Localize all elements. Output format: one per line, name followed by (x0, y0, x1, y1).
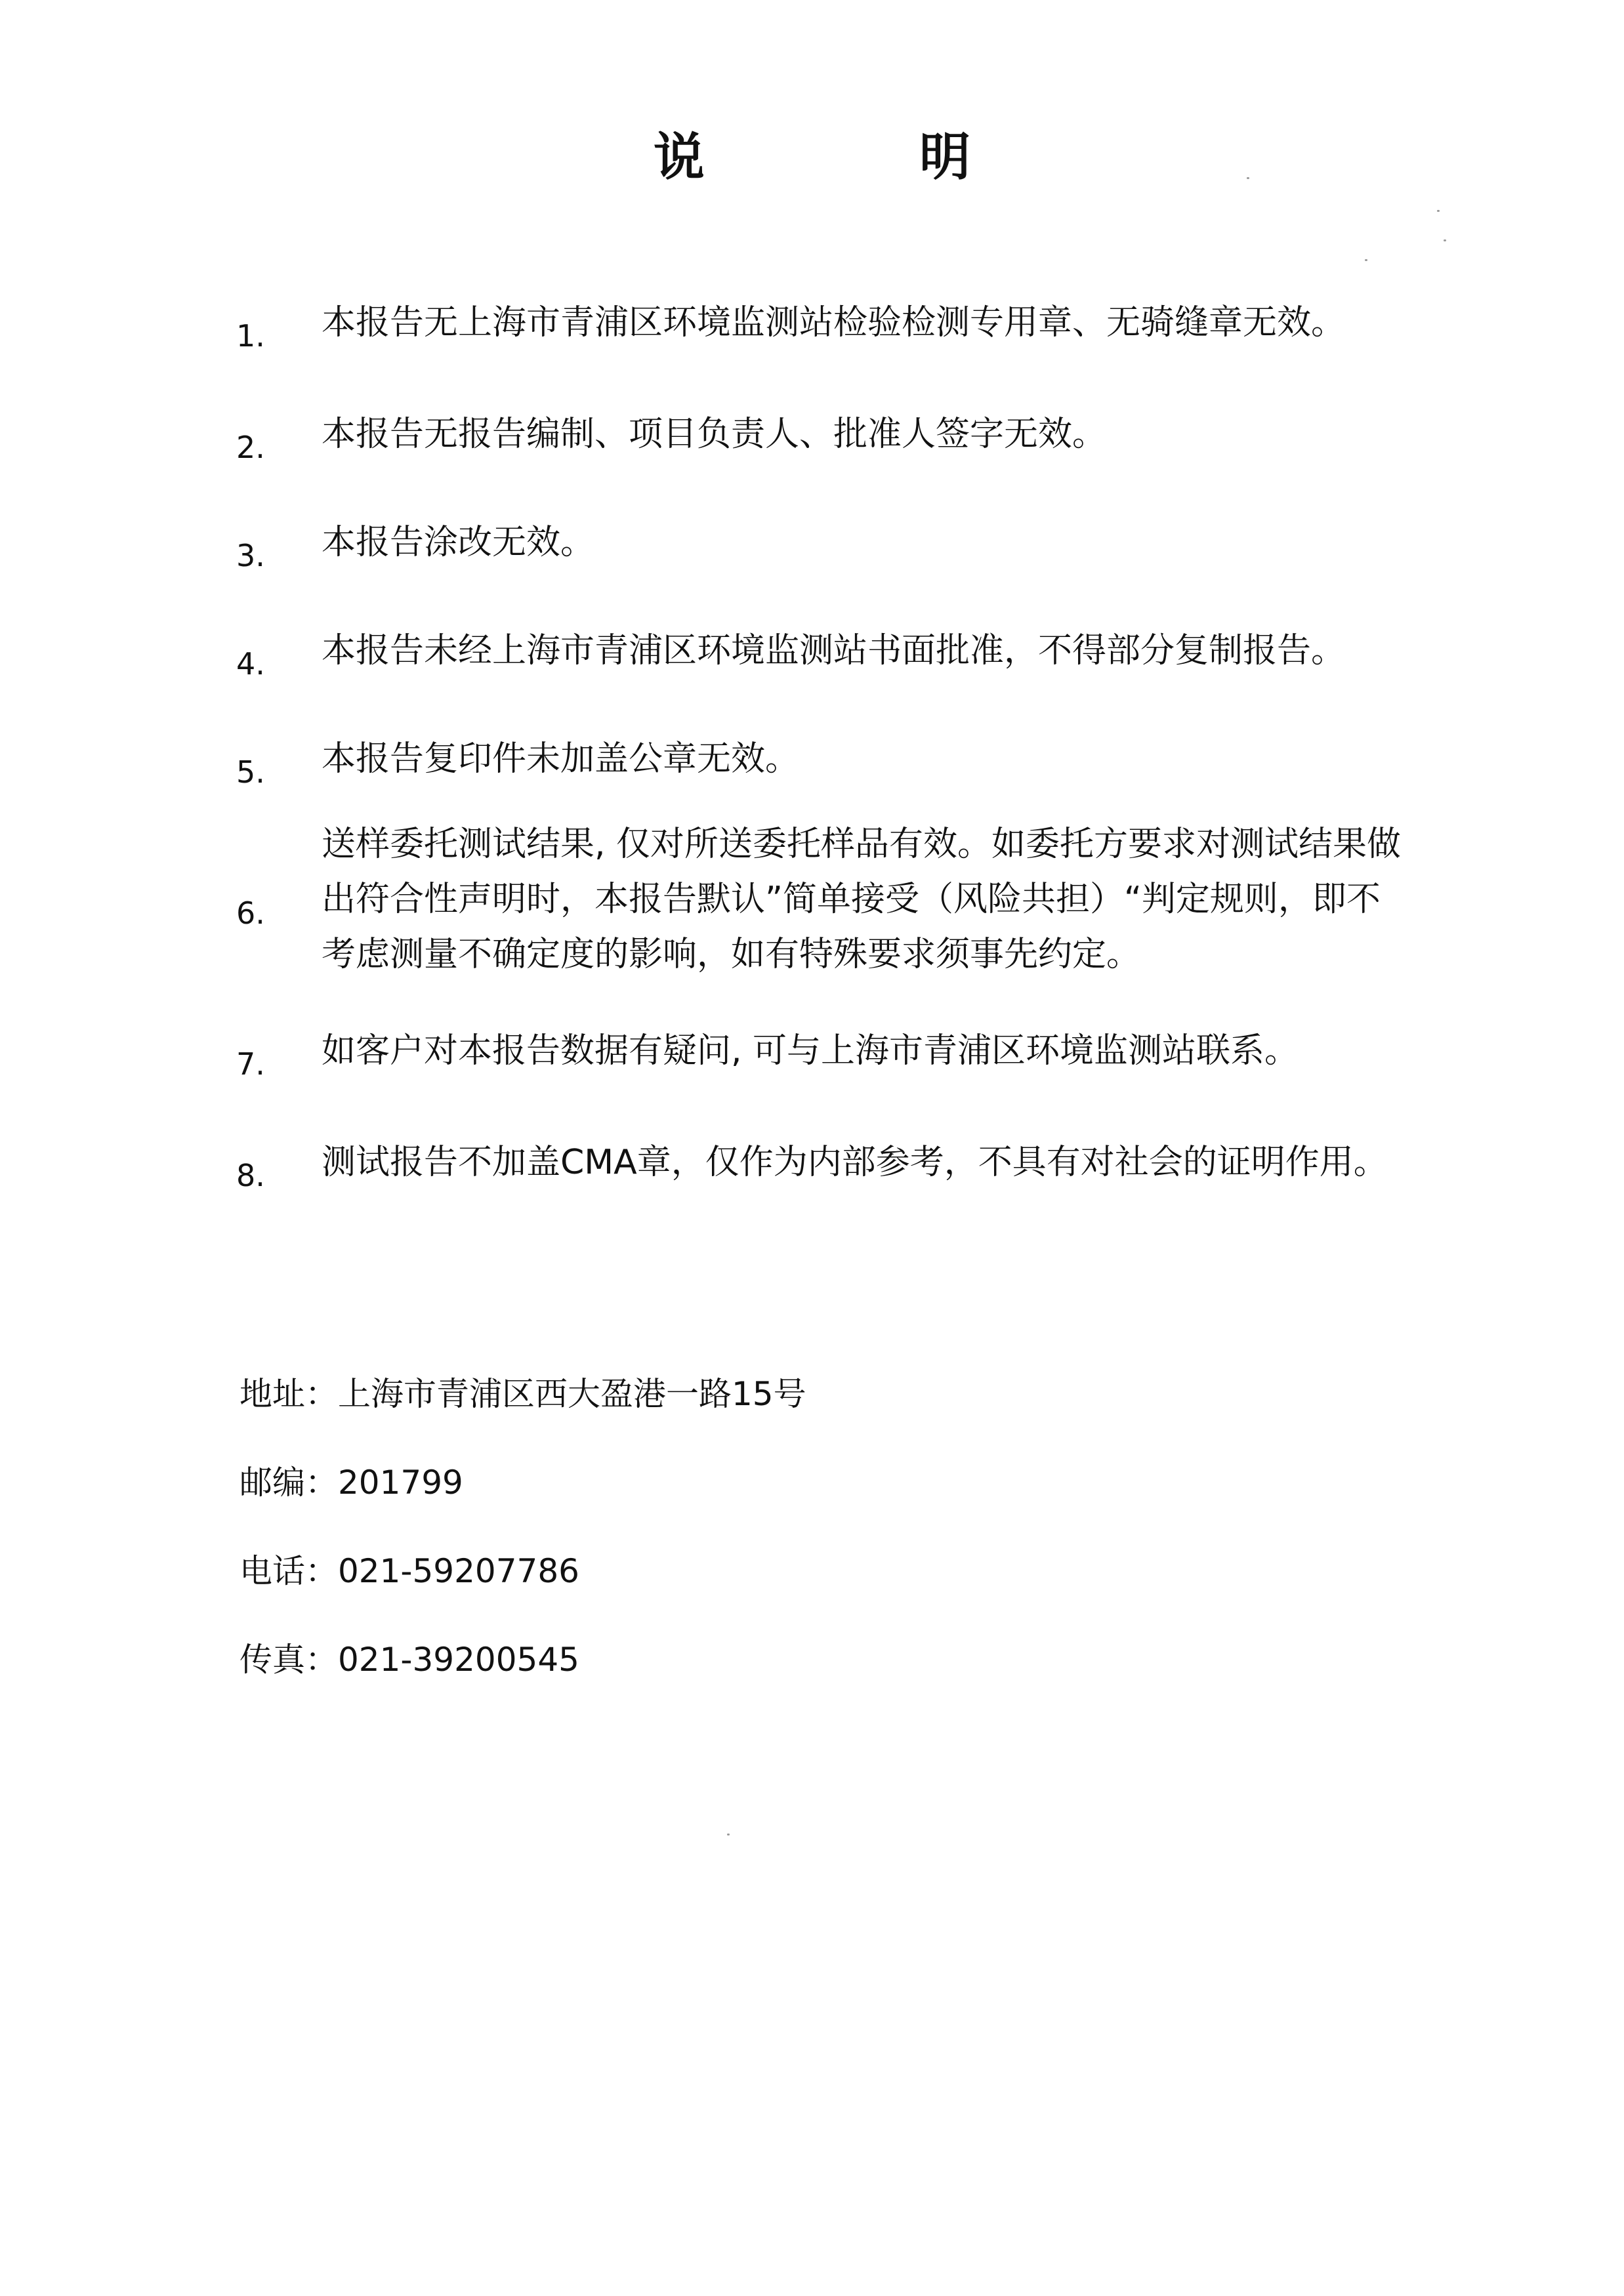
scan-speck (1247, 177, 1249, 179)
list-item-line: 出符合性声明时，本报告默认”简单接受（风险共担）“判定规则，即不 (322, 880, 1381, 919)
list-item-text: 本报告未经上海市青浦区环境监测站书面批准，不得部分复制报告。 (322, 631, 1346, 670)
list-item-line: 考虑测量不确定度的影响，如有特殊要求须事先约定。 (322, 935, 1141, 974)
list-item-line: 送样委托测试结果, 仅对所送委托样品有效。如委托方要求对测试结果做 (322, 825, 1402, 864)
contact-postcode: 邮编：201799 (239, 1464, 463, 1502)
list-item-number: 8. (236, 1158, 265, 1193)
contact-phone: 电话：021-59207786 (239, 1552, 579, 1590)
list-item-text: 本报告无报告编制、项目负责人、批准人签字无效。 (322, 415, 1107, 454)
scan-speck (1437, 210, 1440, 212)
list-item-text: 本报告无上海市青浦区环境监测站检验检测专用章、无骑缝章无效。 (322, 303, 1346, 342)
scan-speck (1365, 259, 1367, 261)
list-item-number: 5. (236, 754, 265, 790)
scan-speck (727, 1834, 730, 1835)
list-item-number: 6. (236, 895, 265, 931)
list-item-text (322, 817, 1522, 982)
contact-address: 地址：上海市青浦区西大盈港一路15号 (239, 1375, 806, 1413)
list-item-number: 2. (236, 430, 265, 465)
list-item-number: 3. (236, 538, 265, 573)
list-item-text: 如客户对本报告数据有疑问, 可与上海市青浦区环境监测站联系。 (322, 1031, 1299, 1071)
list-item-text: 本报告涂改无效。 (322, 523, 595, 562)
page-title: 说 明 (653, 128, 1070, 187)
list-item-text: 本报告复印件未加盖公章无效。 (322, 739, 800, 779)
scan-speck (1444, 239, 1446, 241)
list-item-number: 1. (236, 318, 265, 354)
list-item-number: 7. (236, 1046, 265, 1082)
list-item-text: 测试报告不加盖CMA章，仅作为内部参考，不具有对社会的证明作用。 (322, 1143, 1388, 1182)
list-item-number: 4. (236, 646, 265, 682)
contact-fax: 传真：021-39200545 (239, 1641, 579, 1679)
